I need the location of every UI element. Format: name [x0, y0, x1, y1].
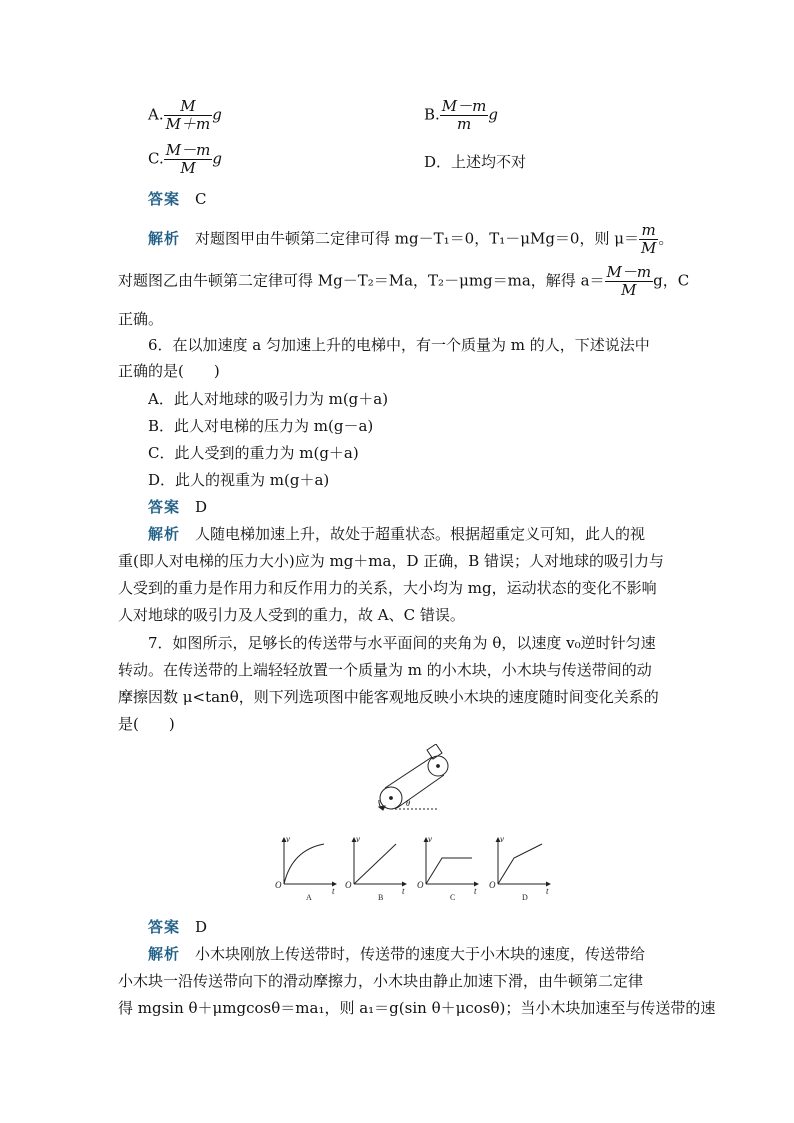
answer-value: D	[195, 498, 208, 516]
q6-option-b: B．此人对电梯的压力为 m(g－a)	[148, 417, 374, 435]
angle-label: θ	[406, 799, 410, 808]
origin-label: O	[489, 880, 496, 890]
analysis-text: 人随电梯加速上升，故处于超重状态。根据超重定义可知，此人的视	[195, 525, 646, 543]
denominator: M	[605, 281, 654, 299]
q5-option-b	[424, 98, 498, 133]
fraction	[164, 98, 213, 133]
q6-analysis-line-2: 重(即人对电梯的压力大小)应为 mg＋ma，D 正确，B 错误；人对地球的吸引力与	[118, 552, 665, 570]
analysis-text: 对题图乙由牛顿第二定律可得 Mg－T₂＝Ma，T₂－μmg＝ma，解得 a＝	[118, 271, 605, 290]
q6-answer	[148, 496, 207, 518]
numerator: M－m	[165, 141, 211, 159]
option-letter: C.	[148, 149, 164, 168]
fraction	[639, 222, 658, 257]
origin-label: O	[345, 880, 352, 890]
q5-analysis-line-3: 正确。	[118, 310, 164, 328]
graph-letter: A	[306, 893, 312, 902]
q7-stem-line-1: 7．如图所示，足够长的传送带与水平面间的夹角为 θ，以速度 v₀逆时针匀速	[148, 634, 656, 652]
q7-stem-line-3: 摩擦因数 μ<tanθ，则下列选项图中能客观地反映小木块的速度随时间变化关系的	[118, 688, 659, 706]
denominator: M＋m	[165, 115, 211, 133]
q6-option-d: D．此人的视重为 m(g＋a)	[148, 471, 330, 489]
numerator: m	[641, 221, 656, 239]
q6-option-c: C．此人受到的重力为 m(g＋a)	[148, 444, 359, 462]
q5-option-a	[148, 98, 222, 133]
option-letter: B.	[424, 105, 440, 124]
answer-value: D	[195, 918, 208, 936]
curve-d	[498, 844, 542, 884]
arrow-head-icon	[379, 806, 385, 810]
axis-label-v: v	[286, 834, 290, 844]
option-letter: A.	[148, 105, 164, 124]
analysis-text: 小木块刚放上传送带时，传送带的速度大于小木块的速度，传送带给	[195, 945, 646, 963]
origin-label: O	[417, 880, 424, 890]
numerator: M	[180, 97, 196, 115]
curve-b	[354, 844, 396, 884]
option-tail: g	[212, 105, 222, 124]
numerator: M－m	[606, 263, 652, 281]
q5-analysis-line-2	[118, 264, 689, 299]
analysis-text: 。	[658, 229, 674, 248]
denominator: m	[440, 115, 489, 133]
numerator: M－m	[441, 97, 487, 115]
fraction	[440, 98, 489, 133]
analysis-text: 对题图甲由牛顿第二定律可得 mg－T₁＝0，T₁－μMg＝0，则 μ＝	[195, 229, 639, 248]
axis-label-v: v	[428, 834, 432, 844]
q6-analysis-line-1	[148, 523, 645, 545]
fraction	[164, 142, 213, 177]
axis-label-t: t	[546, 886, 549, 896]
analysis-text: g，C	[653, 271, 690, 290]
fraction	[605, 264, 654, 299]
q7-answer	[148, 916, 207, 938]
q7-analysis-line-1	[148, 943, 645, 965]
axis-label-t: t	[474, 886, 477, 896]
q6-option-a: A．此人对地球的吸引力为 m(g＋a)	[148, 390, 389, 408]
belt-bottom	[397, 775, 444, 808]
option-tail: g	[212, 149, 222, 168]
answer-value: C	[195, 190, 207, 208]
answer-label: 答案	[148, 190, 181, 208]
q5-analysis-line-1	[148, 222, 673, 257]
axis-label-v: v	[356, 834, 360, 844]
q5-option-d: D．上述均不对	[424, 153, 527, 171]
q6-stem-line-1: 6．在以加速度 a 匀加速上升的电梯中，有一个质量为 m 的人，下述说法中	[148, 336, 650, 354]
belt-top	[385, 757, 432, 788]
graph-letter: D	[522, 893, 528, 902]
q7-analysis-line-3: 得 mgsin θ＋μmgcosθ＝ma₁，则 a₁＝g(sin θ＋μcosθ)；当小木块加速至与传送带的速	[118, 999, 716, 1017]
q5-answer	[148, 188, 207, 210]
option-tail: g	[488, 105, 498, 124]
analysis-label: 解析	[148, 229, 181, 248]
q7-analysis-line-2: 小木块一沿传送带向下的滑动摩擦力，小木块由静止加速下滑，由牛顿第二定律	[118, 972, 644, 990]
origin-label: O	[275, 880, 282, 890]
q7-stem-line-4: 是( )	[118, 715, 175, 733]
vt-graphs	[268, 830, 564, 906]
graph-letter: C	[450, 893, 456, 902]
analysis-label: 解析	[148, 525, 181, 543]
answer-label: 答案	[148, 498, 181, 516]
analysis-label: 解析	[148, 945, 181, 963]
roller-axle	[437, 765, 440, 768]
answer-label: 答案	[148, 918, 181, 936]
denominator: M	[164, 159, 213, 177]
graph-letter: B	[378, 893, 384, 902]
q7-stem-line-2: 转动。在传送带的上端轻轻放置一个质量为 m 的小木块，小木块与传送带间的动	[118, 661, 652, 679]
roller-axle	[390, 797, 393, 800]
q5-option-c	[148, 142, 222, 177]
curve-c	[426, 858, 472, 884]
q6-analysis-line-4: 人对地球的吸引力及人受到的重力，故 A、C 错误。	[118, 606, 465, 624]
axis-label-v: v	[500, 834, 504, 844]
conveyor-figure	[366, 744, 456, 814]
curve-a	[284, 844, 324, 884]
axis-label-t: t	[332, 886, 335, 896]
denominator: M	[640, 239, 657, 257]
q6-stem-line-2: 正确的是( )	[118, 362, 220, 380]
axis-label-t: t	[402, 886, 405, 896]
q6-analysis-line-3: 人受到的重力是作用力和反作用力的关系，大小均为 mg，运动状态的变化不影响	[118, 579, 657, 597]
